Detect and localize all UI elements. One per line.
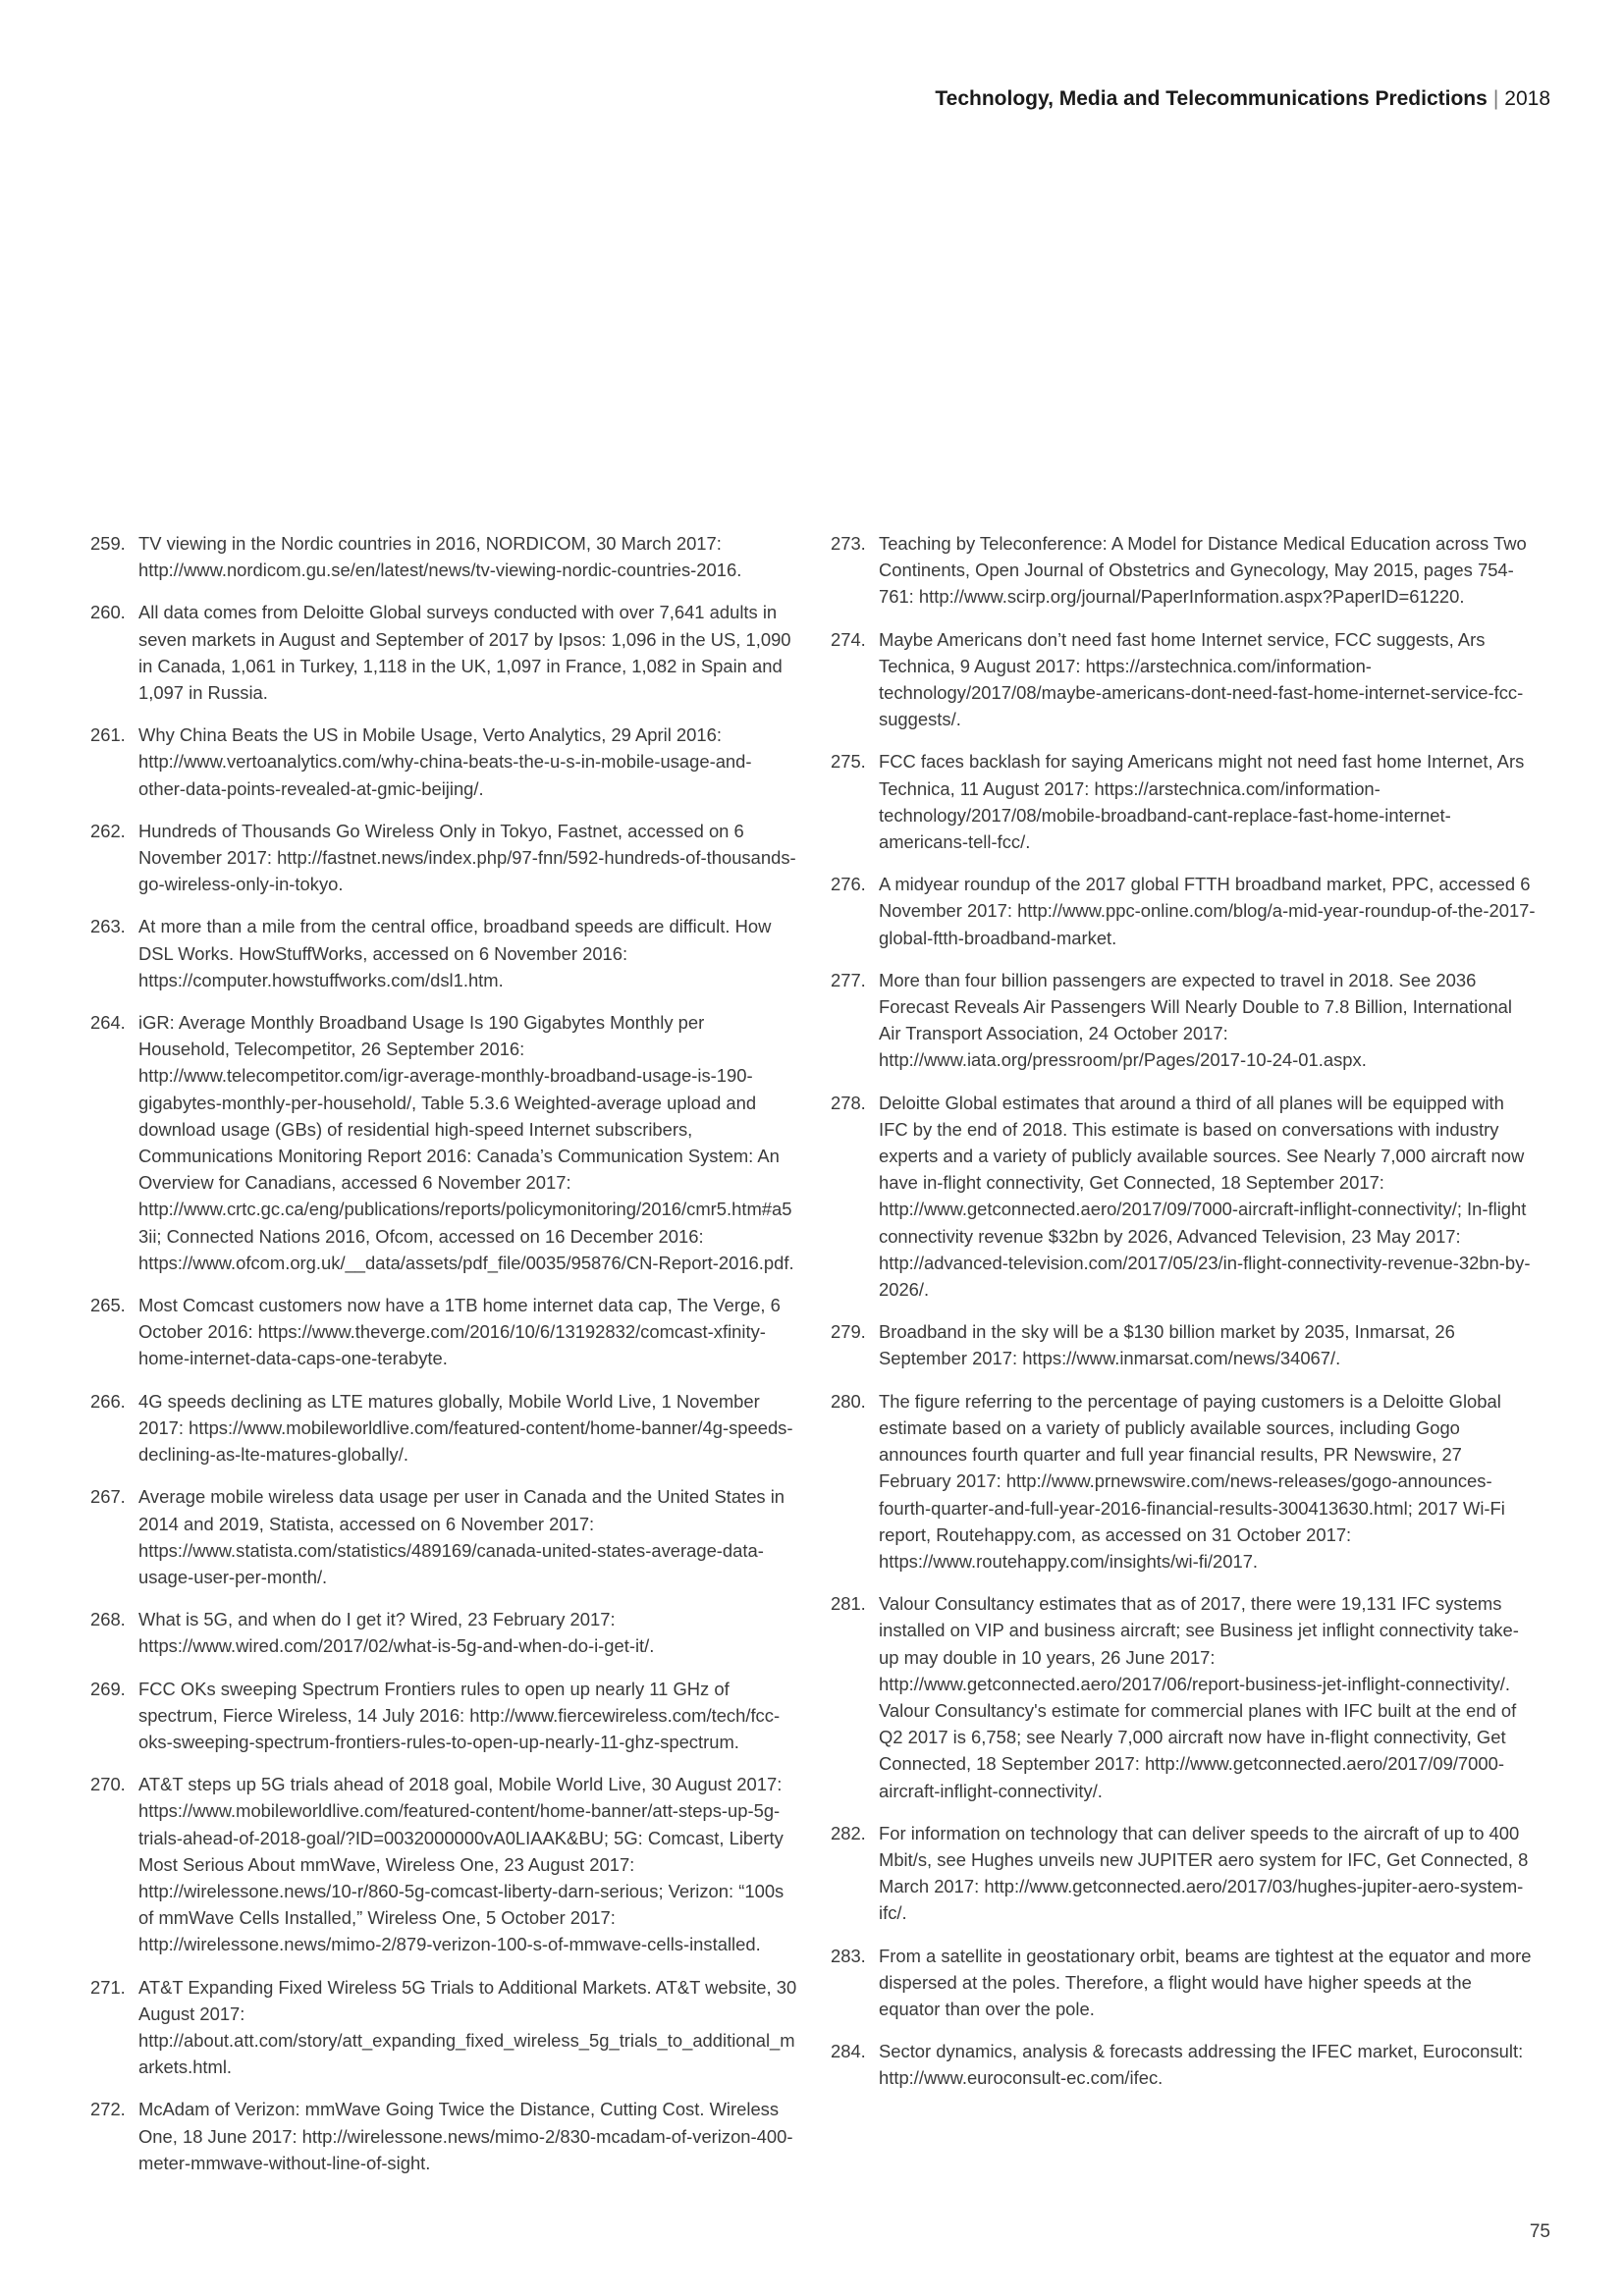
endnote-number: 266.: [90, 1390, 126, 1412]
page-header: [935, 86, 1550, 111]
endnote: [90, 818, 797, 898]
endnote: [831, 1590, 1538, 1804]
endnote-text: AT&T Expanding Fixed Wireless 5G Trials to Additional Markets. AT&T website, 30 August 2017: http://about.att.com/story/att_expanding_fixed_wireless_5g_trials_to_additional_markets.html.: [138, 1976, 797, 2078]
endnote-text: Why China Beats the US in Mobile Usage, Verto Analytics, 29 April 2016: http://www.vertoanalytics.com/why-china-beats-the-u-s-in-mobile-usage-and-other-data-points-revealed-at-gmic-beijing/.: [138, 724, 752, 799]
endnote-number: 281.: [831, 1593, 866, 1615]
endnote: [831, 1943, 1538, 2023]
endnote-text: 4G speeds declining as LTE matures globally, Mobile World Live, 1 November 2017: https://www.mobileworldlive.com/featured-content/home-banner/4g-speeds-declining-as-lte-matures-globally/.: [138, 1390, 793, 1466]
endnote: [90, 1974, 797, 2081]
endnote: [90, 599, 797, 706]
page-number: 75: [1529, 2221, 1550, 2242]
endnote-number: 260.: [90, 602, 126, 623]
endnote-text: The figure referring to the percentage of paying customers is a Deloitte Global estimate based on a variety of publicly available sources, including Gogo announces fourth quarter and full year financial results, PR Newswire, 27 February 2017: http://www.prnewswire.com/news-releases/gogo-announces-fourth-quarter-and-full-year-2016-financial-results-300413630.html; 2017 Wi-Fi report, Routehappy.com, as accessed on 31 October 2017: https://www.routehappy.com/insights/wi-fi/2017.: [879, 1390, 1505, 1572]
endnote-number: 274.: [831, 628, 866, 650]
endnote-text: Deloitte Global estimates that around a third of all planes will be equipped with IFC by the end of 2018. This estimate is based on conversations with industry experts and a variety of publicly available sources. See Nearly 7,000 aircraft now have in-flight connectivity, Get Connected, 18 September 2017: http://www.getconnected.aero/2017/09/7000-aircraft-inflight-connectivity/; In-flight connectivity revenue $32bn by 2026, Advanced Television, 23 May 2017: http://advanced-television.com/2017/05/23/in-flight-connectivity-revenue-32bn-by-2026/.: [879, 1092, 1531, 1301]
report-year: 2018: [1504, 87, 1550, 110]
endnotes-right-column: [831, 530, 1538, 2108]
endnote-text: Most Comcast customers now have a 1TB home internet data cap, The Verge, 6 October 2016: https://www.theverge.com/2016/10/6/13192832/comcast-xfinity-home-internet-data-caps-one-terabyte.: [138, 1295, 781, 1369]
endnote: [831, 530, 1538, 611]
endnote-text: Valour Consultancy estimates that as of 2017, there were 19,131 IFC systems installed on VIP and business aircraft; see Business jet inflight connectivity take-up may double in 10 years, 26 June 2017: http://www.getconnected.aero/2017/06/report-business-jet-inflight-connectivity/. Valour Consultancy's estimate for commercial planes with IFC built at the end of Q2 2017 is 6,758; see Nearly 7,000 aircraft now have in-flight connectivity, Get Connected, 18 September 2017: http://www.getconnected.aero/2017/09/7000-aircraft-inflight-connectivity/.: [879, 1593, 1519, 1801]
endnote: [90, 530, 797, 583]
endnote: [90, 1771, 797, 1957]
report-title: Technology, Media and Telecommunications Predictions: [935, 87, 1488, 110]
endnote: [831, 871, 1538, 951]
endnote-text: FCC faces backlash for saying Americans might not need fast home Internet, Ars Technica, 11 August 2017: https://arstechnica.com/information-technology/2017/08/mobile-broadband-cant-replace-fast-home-internet-americans-tell-fcc/.: [879, 751, 1525, 853]
endnotes-left-column: [90, 530, 797, 2192]
endnote-number: 267.: [90, 1486, 126, 1508]
endnote-number: 270.: [90, 1774, 126, 1795]
endnote-text: Average mobile wireless data usage per user in Canada and the United States in 2014 and 2019, Statista, accessed on 6 November 2017: https://www.statista.com/statistics/489169/canada-united-states-average-data-usage-user-per-month/.: [138, 1486, 785, 1587]
endnote-number: 276.: [831, 874, 866, 895]
endnote: [831, 748, 1538, 855]
endnote-text: A midyear roundup of the 2017 global FTTH broadband market, PPC, accessed 6 November 2017: http://www.ppc-online.com/blog/a-mid-year-roundup-of-the-2017-global-ftth-broadband-market.: [879, 874, 1536, 948]
endnote: [831, 1090, 1538, 1304]
endnote-number: 271.: [90, 1976, 126, 1998]
endnote-text: McAdam of Verizon: mmWave Going Twice the Distance, Cutting Cost. Wireless One, 18 June 2017: http://wirelessone.news/mimo-2/830-mcadam-of-verizon-400-meter-mmwave-without-line-of-sight.: [138, 2099, 793, 2173]
endnote: [90, 721, 797, 802]
endnote-number: 275.: [831, 751, 866, 773]
endnote-number: 284.: [831, 2041, 866, 2062]
endnote-number: 261.: [90, 724, 126, 746]
endnote: [831, 1388, 1538, 1575]
endnote-number: 280.: [831, 1390, 866, 1412]
endnote-text: More than four billion passengers are expected to travel in 2018. See 2036 Forecast Reveals Air Passengers Will Nearly Double to 7.8 Billion, International Air Transport Association, 24 October 2017: http://www.iata.org/pressroom/pr/Pages/2017-10-24-01.aspx.: [879, 969, 1512, 1071]
endnote-text: AT&T steps up 5G trials ahead of 2018 goal, Mobile World Live, 30 August 2017: https://www.mobileworldlive.com/featured-content/home-banner/att-steps-up-5g-trials-ahead-of-2018-goal/?ID=0032000000vA0LIAAK&BU; 5G: Comcast, Liberty Most Serious About mmWave, Wireless One, 23 August 2017: http://wirelessone.news/10-r/860-5g-comcast-liberty-darn-serious; Verizon: “100s of mmWave Cells Installed,” Wireless One, 5 October 2017: http://wirelessone.news/mimo-2/879-verizon-100-s-of-mmwave-cells-installed.: [138, 1774, 785, 1955]
endnote-text: Broadband in the sky will be a $130 billion market by 2035, Inmarsat, 26 September 2017: https://www.inmarsat.com/news/34067/.: [879, 1321, 1455, 1369]
endnote: [90, 1009, 797, 1276]
endnote: [90, 913, 797, 993]
endnote-number: 272.: [90, 2099, 126, 2120]
endnote-text: From a satellite in geostationary orbit, beams are tightest at the equator and more dispersed at the poles. Therefore, a flight would have higher speeds at the equator than over the pole.: [879, 1945, 1532, 2019]
endnote-number: 278.: [831, 1092, 866, 1113]
endnote-number: 262.: [90, 820, 126, 841]
endnote-text: iGR: Average Monthly Broadband Usage Is 190 Gigabytes Monthly per Household, Telecompetitor, 26 September 2016: http://www.telecompetitor.com/igr-average-monthly-broadband-usage-is-190-gigabytes-monthly-per-household/, Table 5.3.6 Weighted-average upload and download usage (GBs) of residential high-speed Internet subscribers, Communications Monitoring Report 2016: Canada’s Communication System: An Overview for Canadians, accessed 6 November 2017: http://www.crtc.gc.ca/eng/publications/reports/policymonitoring/2016/cmr5.htm#a53ii; Connected Nations 2016, Ofcom, accessed on 16 December 2016: https://www.ofcom.org.uk/__data/assets/pdf_file/0035/95876/CN-Report-2016.pdf.: [138, 1012, 794, 1273]
endnote: [831, 1820, 1538, 1927]
endnote-text: FCC OKs sweeping Spectrum Frontiers rules to open up nearly 11 GHz of spectrum, Fierce Wireless, 14 July 2016: http://www.fiercewireless.com/tech/fcc-oks-sweeping-spectrum-frontiers-rules-to-open-up-nearly-11-ghz-spectrum.: [138, 1678, 781, 1752]
endnote: [831, 626, 1538, 733]
endnote-text: All data comes from Deloitte Global surveys conducted with over 7,641 adults in seven markets in August and September of 2017 by Ipsos: 1,096 in the US, 1,090 in Canada, 1,061 in Turkey, 1,118 in the UK, 1,097 in France, 1,082 in Spain and 1,097 in Russia.: [138, 602, 791, 704]
endnote-number: 268.: [90, 1609, 126, 1630]
endnote: [90, 1606, 797, 1659]
endnote-number: 277.: [831, 969, 866, 990]
endnote: [90, 1676, 797, 1756]
endnote: [831, 2038, 1538, 2091]
endnote-number: 264.: [90, 1012, 126, 1034]
endnote-text: For information on technology that can deliver speeds to the aircraft of up to 400 Mbit/s, see Hughes unveils new JUPITER aero system for IFC, Get Connected, 8 March 2017: http://www.getconnected.aero/2017/03/hughes-jupiter-aero-system-ifc/.: [879, 1822, 1529, 1924]
endnote-number: 269.: [90, 1678, 126, 1699]
endnote: [90, 1292, 797, 1372]
endnote-number: 263.: [90, 916, 126, 937]
endnote-number: 279.: [831, 1321, 866, 1343]
endnote: [90, 2096, 797, 2176]
endnote: [90, 1483, 797, 1590]
endnote: [831, 1318, 1538, 1371]
endnote-text: Hundreds of Thousands Go Wireless Only in Tokyo, Fastnet, accessed on 6 November 2017: http://fastnet.news/index.php/97-fnn/592-hundreds-of-thousands-go-wireless-only-in-tokyo.: [138, 820, 796, 895]
endnote-text: TV viewing in the Nordic countries in 2016, NORDICOM, 30 March 2017: http://www.nordicom.gu.se/en/latest/news/tv-viewing-nordic-countries-2016.: [138, 533, 742, 581]
endnote-number: 283.: [831, 1945, 866, 1966]
endnote-number: 259.: [90, 533, 126, 554]
endnote-number: 282.: [831, 1822, 866, 1843]
endnote-text: Sector dynamics, analysis & forecasts addressing the IFEC market, Euroconsult: http://www.euroconsult-ec.com/ifec.: [879, 2041, 1524, 2089]
endnote-text: Maybe Americans don’t need fast home Internet service, FCC suggests, Ars Technica, 9 August 2017: https://arstechnica.com/information-technology/2017/08/maybe-americans-dont-need-fast-home-internet-service-fcc-suggests/.: [879, 628, 1524, 730]
endnote: [831, 967, 1538, 1074]
endnote-text: Teaching by Teleconference: A Model for Distance Medical Education across Two Continents, Open Journal of Obstetrics and Gynecology, May 2015, pages 754-761: http://www.scirp.org/journal/PaperInformation.aspx?PaperID=61220.: [879, 533, 1527, 608]
endnote: [90, 1388, 797, 1468]
endnote-number: 273.: [831, 533, 866, 554]
endnote-text: What is 5G, and when do I get it? Wired, 23 February 2017: https://www.wired.com/2017/02/what-is-5g-and-when-do-i-get-it/.: [138, 1609, 655, 1657]
endnote-number: 265.: [90, 1295, 126, 1316]
endnote-text: At more than a mile from the central office, broadband speeds are difficult. How DSL Works. HowStuffWorks, accessed on 6 November 2016: https://computer.howstuffworks.com/dsl1.htm.: [138, 916, 772, 990]
header-separator: |: [1492, 87, 1499, 110]
